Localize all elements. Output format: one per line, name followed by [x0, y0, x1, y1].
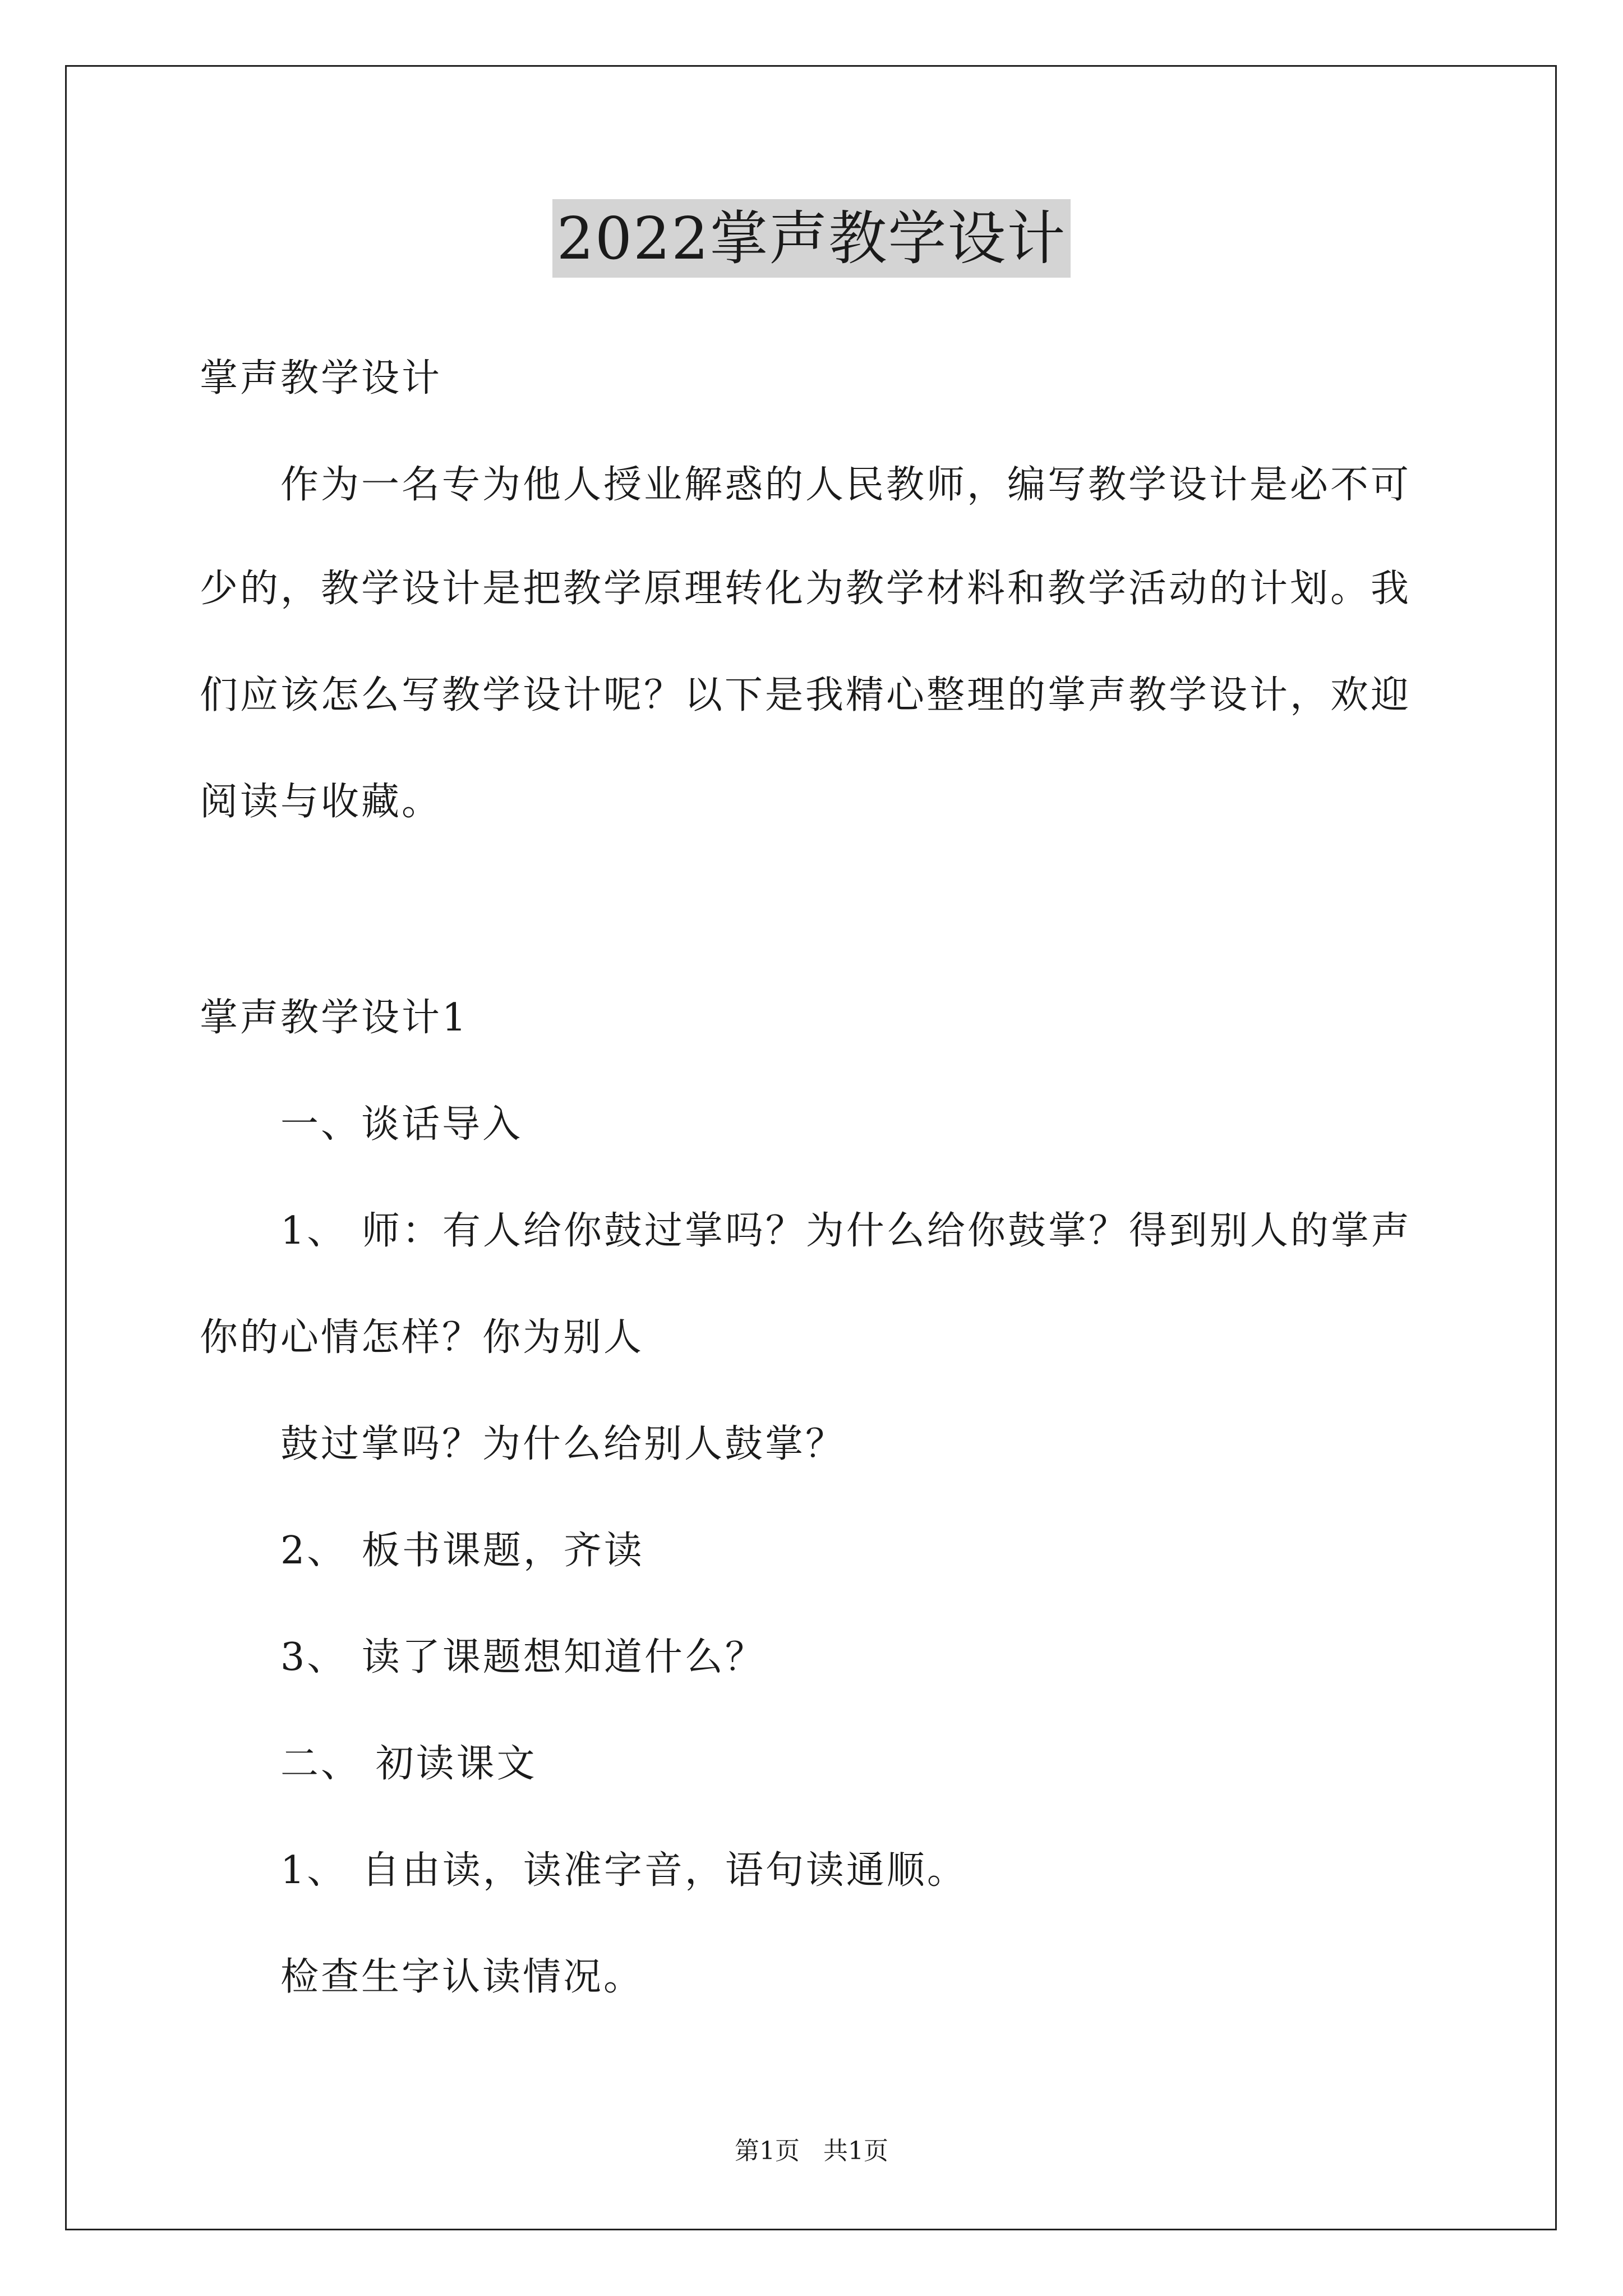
list-heading: 二、 初读课文 [280, 1742, 537, 1786]
list-item: 2、 板书课题，齐读 [280, 1529, 644, 1573]
list-heading: 一、谈话导入 [280, 1102, 523, 1147]
subtitle-line: 掌声教学设计 [200, 356, 442, 401]
list-item: 3、 读了课题想知道什么？ [280, 1635, 766, 1680]
page-footer [0, 2134, 1623, 2168]
list-item-continuation: 鼓过掌吗？为什么给别人鼓掌？ [280, 1422, 846, 1466]
list-item-continuation: 你的心情怎样？你为别人 [200, 1315, 644, 1360]
page-total: 共1页 [823, 2137, 888, 2165]
paragraph-line: 作为一名专为他人授业解惑的人民教师，编写教学设计是必不可 [280, 463, 1412, 507]
section-heading: 掌声教学设计1 [200, 996, 469, 1040]
document-title: 2022掌声教学设计 [552, 199, 1071, 278]
paragraph-line: 阅读与收藏。 [200, 780, 442, 824]
list-item: 1、 自由读，读准字音，语句读通顺。 [280, 1848, 967, 1893]
paragraph-line: 们应该怎么写教学设计呢？以下是我精心整理的掌声教学设计，欢迎 [200, 673, 1412, 717]
list-item: 1、 师：有人给你鼓过掌吗？为什么给你鼓掌？得到别人的掌声 [280, 1209, 1412, 1253]
page-number: 第1页 [735, 2137, 800, 2165]
paragraph-line: 少的，教学设计是把教学原理转化为教学材料和教学活动的计划。我 [200, 567, 1412, 611]
list-item-continuation: 检查生字认读情况。 [280, 1955, 644, 1999]
title-container [0, 199, 1623, 278]
